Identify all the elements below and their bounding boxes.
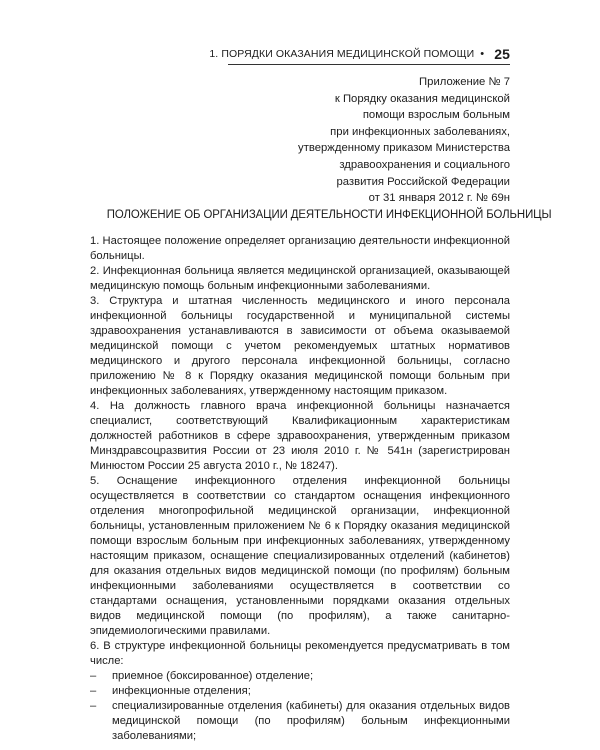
list-dash: – bbox=[90, 700, 97, 712]
list-item-text: инфекционные отделения; bbox=[112, 685, 251, 697]
list-item bbox=[90, 684, 510, 699]
list-item-text: приемное (боксированное) отделение; bbox=[112, 670, 314, 682]
running-header-section-title: 1. ПОРЯДКИ ОКАЗАНИЯ МЕДИЦИНСКОЙ ПОМОЩИ bbox=[209, 48, 475, 60]
appendix-line: помощи взрослым больным bbox=[362, 109, 510, 122]
list-dash: – bbox=[90, 685, 97, 697]
list-dash: – bbox=[90, 670, 97, 682]
paragraph-1: 1. Настоящее положение определяет организацию деятельности инфекционной больницы. bbox=[90, 235, 510, 262]
document-body bbox=[90, 234, 510, 744]
appendix-line: от 31 января 2012 г. № 69н bbox=[368, 192, 510, 205]
paragraph-2: 2. Инфекционная больница является медицинской организацией, оказывающей медицинскую помощь больным инфекционными заболеваниями. bbox=[90, 265, 510, 292]
running-header bbox=[209, 46, 510, 62]
paragraph-3: 3. Структура и штатная численность медицинского и иного персонала инфекционной больницы государственной и муниципальной системы здравоохранения устанавливаются в зависимости от объема оказываемой медицинской помощи с учетом рекомендуемых штатных нормативов медицинского и другого персонала инфекционной больницы, согласно приложению № 8 к Порядку оказания медицинской помощи больным при инфекционных заболеваниях, утвержденному настоящим приказом. bbox=[90, 295, 510, 397]
appendix-line: при инфекционных заболеваниях, bbox=[330, 125, 510, 138]
header-divider bbox=[228, 64, 510, 65]
appendix-reference bbox=[230, 74, 510, 207]
paragraph-5: 5. Оснащение инфекционного отделения инфекционной больницы осуществляется в соответствии со стандартом оснащения инфекционного отделения многопрофильной медицинской организации, инфекционной больницы, установленным приложением № 6 к Порядку оказания медицинской помощи взрослым больным при инфекционных заболеваниях, утвержденному настоящим приказом, оснащение специализированных отделений (кабинетов) для оказания отдельных видов медицинской помощи (по профилям) больным инфекционными заболеваниями осуществляется в соответствии со стандартами оснащения, установленными порядками оказания отдельных видов медицинской помощи (по профилям), а также санитарно-эпидемиологическими правилами. bbox=[90, 475, 510, 637]
page-number: 25 bbox=[494, 46, 510, 62]
list-item bbox=[90, 699, 510, 744]
running-header-bullet: • bbox=[480, 48, 485, 60]
appendix-line: к Порядку оказания медицинской bbox=[334, 92, 510, 105]
list-item bbox=[90, 669, 510, 684]
appendix-line: здравоохранения и социального bbox=[339, 158, 510, 171]
list-item-text: специализированные отделения (кабинеты) для оказания отдельных видов медицинской помощи (по профилям) больным инфекционными заболеваниями; bbox=[112, 700, 510, 742]
document-title: ПОЛОЖЕНИЕ ОБ ОРГАНИЗАЦИИ ДЕЯТЕЛЬНОСТИ ИНФЕКЦИОННОЙ БОЛЬНИЦЫ bbox=[106, 207, 552, 221]
appendix-line: утвержденному приказом Министерства bbox=[298, 142, 510, 155]
paragraph-4: 4. На должность главного врача инфекционной больницы назначается специалист, соответствующий Квалификационным характеристикам должностей работников в сфере здравоохранения, утвержденным приказом Минздравсоцразвития России от 23 июля 2010 г. № 541н (зарегистрирован Минюстом России 25 августа 2010 г., № 18247). bbox=[90, 400, 510, 472]
paragraph-6: 6. В структуре инфекционной больницы рекомендуется предусматривать в том числе: bbox=[90, 640, 510, 667]
appendix-line: развития Российской Федерации bbox=[336, 175, 510, 188]
appendix-line: Приложение № 7 bbox=[419, 76, 510, 88]
department-list bbox=[90, 669, 510, 744]
